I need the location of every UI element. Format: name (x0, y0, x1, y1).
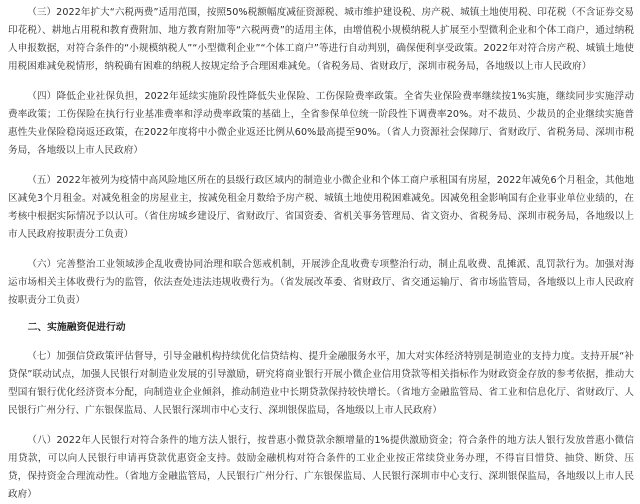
paragraph-7: （七）加强信贷政策评估督导，引导金融机构持续优化信贷结构、提升金融服务水平，加大对实体经济特别是制造业的支持力度。支持开展“补贷保”联动试点，加强人民银行对制造业发展的引导激励，研究将商业银行开展小微企业信用贷款等相关指标作为财政资金存放的参考依据，推动大型国有银行优化经济资本分配，向制造业企业倾斜，推动制造业中长期贷款保持较快增长。（省地方金融监管局、省工业和信息化厅、省财政厅、人民银行广州分行、广东银保监局、人民银行深圳市中心支行、深圳银保监局，各地级以上市人民政府） (8, 351, 634, 416)
paragraph-8: （八）2022年人民银行对符合条件的地方法人银行，按普惠小微贷款余额增量的1%提供激励资金；符合条件的地方法人银行发放普惠小微信用贷款，可以向人民银行申请再贷款优惠资金支持。鼓励金融机构对符合条件的工业企业按正常续贷业务办理，不得盲目惜贷、抽贷、断贷、压贷，保持资金合理流动性。（省地方金融监管局，人民银行广州分行、广东银保监局、人民银行深圳市中心支行、深圳银保监局，各地级以上市人民政府） (8, 435, 634, 500)
paragraph-4: （四）降低企业社保负担，2022年延续实施阶段性降低失业保险、工伤保险费率政策。全省失业保险费率继续按1%实施，继续同步实施浮动费率政策；工伤保险在执行行业基准费率和浮动费率政策的基础上，全省参保单位统一阶段性下调费率20%。对不裁员、少裁员的企业继续实施普惠性失业保险稳岗返还政策，在2022年度将中小微企业返还比例从60%最高提至90%。（省人力资源社会保障厅、省财政厅、省税务局、深圳市税务局，各地级以上市人民政府） (8, 91, 634, 156)
paragraph-3: （三）2022年扩大“六税两费”适用范围，按照50%税额幅度减征资源税、城市维护建设税、房产税、城镇土地使用税、印花税（不含证券交易印花税）、耕地占用税和教育费附加、地方教育附加等“六税两费”的适用主体，由增值税小规模纳税人扩展至小型微利企业和个体工商户，通过纳税人申报数据，对符合条件的“小规模纳税人”“小型微利企业”“个体工商户”等进行自动判别，确保便利享受政策。2022年对符合房产税、城镇土地使用税困难减免税情形，纳税确有困难的纳税人按规定给予合理困难减免。（省税务局、省财政厅，深圳市税务局，各地级以上市人民政府） (8, 7, 634, 72)
paragraph-6: （六）完善整治工业领域涉企乱收费协同治理和联合惩戒机制，开展涉企乱收费专项整治行动，制止乱收费、乱摊派、乱罚款行为。加强对海运市场相关主体收费行为的监管，依法查处违法违规收费行为。（省发展改革委、省财政厅、省交通运输厅、省市场监管局，各地级以上市人民政府按职责分工负责） (8, 259, 634, 306)
paragraph-5: （五）2022年被列为疫情中高风险地区所在的县级行政区域内的制造业小微企业和个体工商户承租国有房屋，2022年减免6个月租金，其他地区减免3个月租金。对减免租金的房屋业主，按减免租金月数给予房产税、城镇土地使用税困难减免。因减免租金影响国有企业事业单位业绩的，在考核中根据实际情况予以认可。（省住房城乡建设厅、省财政厅、省国资委、省机关事务管理局、省文资办、省税务局、深圳市税务局，各地级以上市人民政府按职责分工负责） (8, 175, 634, 240)
section-heading: 二、实施融资促进行动 (27, 322, 126, 333)
